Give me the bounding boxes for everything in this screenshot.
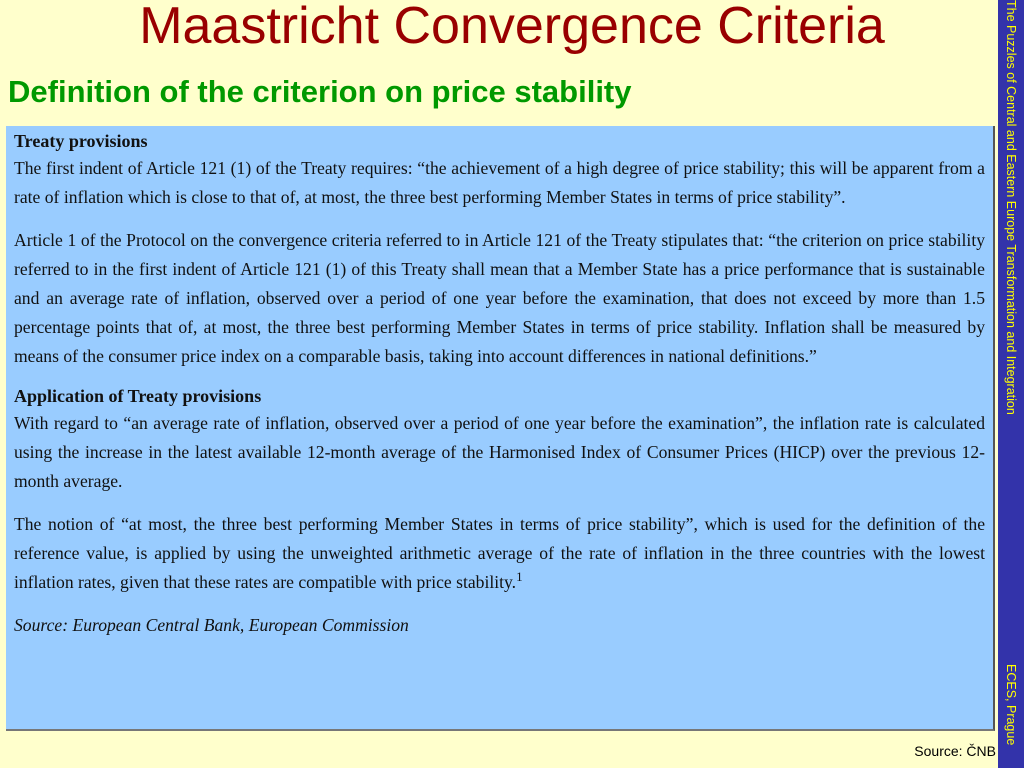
side-band-footer: ECES, Prague xyxy=(1004,664,1018,746)
paragraph-average-rate: With regard to “an average rate of inflation, observed over a period of one year before the examination”, the inflation rate is calculated using the increase in the latest available 12-month average of the Harmonised Index of Consumer Prices (HICP) over the previous 12-month average. xyxy=(14,413,985,491)
paragraph-protocol-article-1: Article 1 of the Protocol on the convergence criteria referred to in Article 121 of the Treaty stipulates that: “the criterion on price stability referred to in the first indent of Article 121 (1) of this Treaty shall mean that a Member State has a price performance that is sustainable and an average rate of inflation, observed over a period of one year before the examination, that does not exceed by more than 1.5 percentage points that of, at most, the three best performing Member States in terms of price stability. Inflation shall be measured by means of the consumer price index on a comparable basis, taking into account differences in national definitions.” xyxy=(14,230,985,366)
document-excerpt xyxy=(6,126,995,731)
side-band-title: The Puzzles of Central and Eastern Europe Transformation and Integration xyxy=(1004,0,1018,415)
document-source: Source: European Central Bank, European Commission xyxy=(14,615,409,635)
paragraph-three-best xyxy=(14,510,985,597)
paragraph-three-best-text: The notion of “at most, the three best performing Member States in terms of price stability”, which is used for the definition of the reference value, is applied by using the unweighted arithmetic average of the rate of inflation in the three countries with the lowest inflation rates, given that these rates are compatible with price stability. xyxy=(14,514,985,592)
heading-treaty-provisions: Treaty provisions xyxy=(14,131,148,151)
slide-subtitle: Definition of the criterion on price stability xyxy=(8,74,632,109)
paragraph-article-121: The first indent of Article 121 (1) of the Treaty requires: “the achievement of a high degree of price stability; this will be apparent from a rate of inflation which is close to that of, at most, the three best performing Member States in terms of price stability”. xyxy=(14,158,985,207)
heading-application: Application of Treaty provisions xyxy=(14,386,262,406)
footnote-mark: 1 xyxy=(516,569,523,584)
slide-title: Maastricht Convergence Criteria xyxy=(139,0,885,55)
footer-source: Source: ČNB xyxy=(914,743,996,759)
